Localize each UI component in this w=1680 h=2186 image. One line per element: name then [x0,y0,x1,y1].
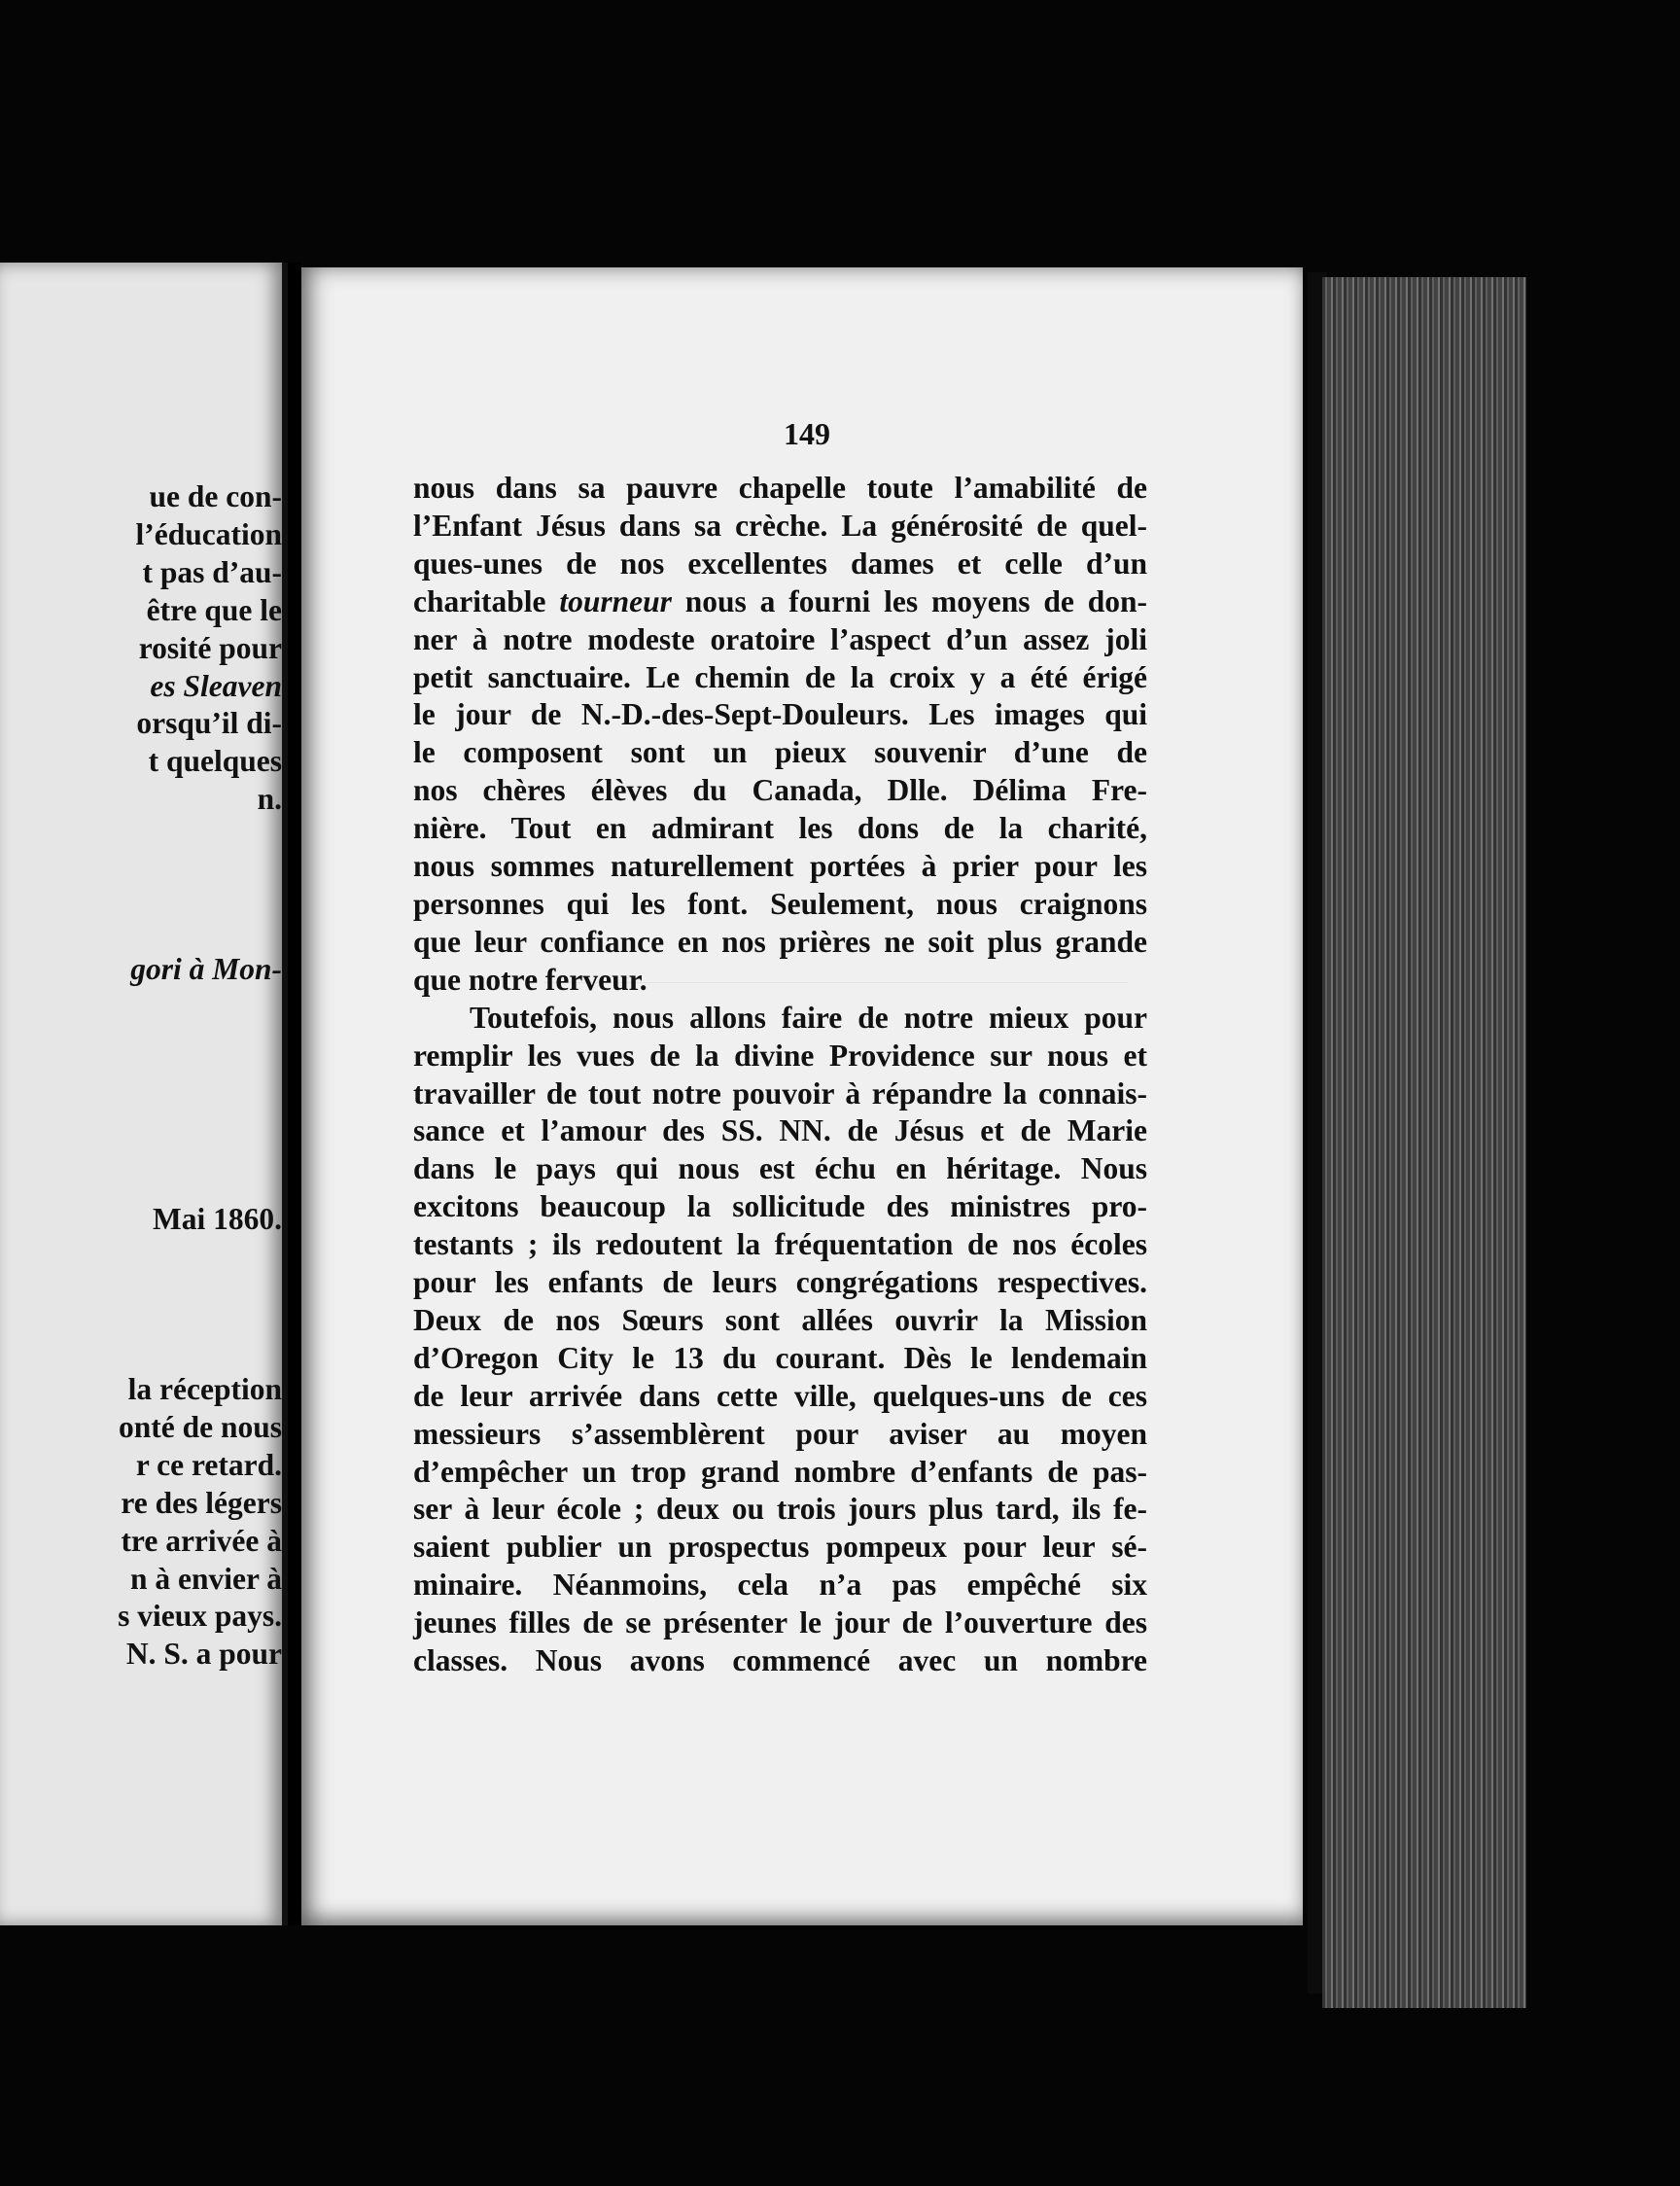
text-line: nous sommes naturellement portées à prier pour les [413,849,1147,884]
text-line: l’Enfant Jésus dans sa crèche. La générosité de quel- [413,508,1147,543]
text-line: gori à Mon- [130,952,282,987]
text-line: re des légers [121,1485,282,1520]
text-line: dans le pays qui nous est échu en héritage. Nous [413,1151,1147,1186]
text-line [413,583,1147,621]
text-line: ner à notre modeste oratoire l’aspect d’un assez joli [413,621,1147,656]
text-line: r ce retard. [135,1447,282,1482]
text-line: l’éducation [135,516,282,551]
text-line: tre arrivée à [121,1523,282,1558]
text-line: nos chères élèves du Canada, Dlle. Délima Fre- [413,773,1147,808]
spacer [0,819,282,951]
text-line: Toutefois, nous allons faire de notre mieux pour [470,1000,1147,1035]
text-line: classes. Nous avons commencé avec un nombre [413,1643,1147,1678]
text-line: nous dans sa pauvre chapelle toute l’amabilité de [413,471,1147,505]
text-line: t quelques [148,744,282,779]
signature-date: Mai 1860. [153,1202,282,1237]
right-page-text [413,470,1147,1680]
text-line: personnes qui les font. Seulement, nous craignons [413,886,1147,921]
text-line: s vieux pays. [118,1599,282,1634]
text-line: d’Oregon City le 13 du courant. Dès le lendemain [413,1340,1147,1375]
text-line: la réception [127,1371,282,1406]
text-line: minaire. Néanmoins, cela n’a pas empêché six [413,1568,1147,1603]
text-line: n à envier à [129,1561,282,1596]
text-line: pour les enfants de leurs congrégations respectives. [413,1265,1147,1300]
text-line: le jour de N.-D.-des-Sept-Douleurs. Les images qui [413,697,1147,732]
text-line: jeunes filles de se présenter le jour de l’ouverture des [413,1605,1147,1640]
spacer [0,989,282,1069]
book-page-edges [1322,277,1526,2008]
text-line: ser à leur école ; deux ou trois jours plus tard, ils fe- [413,1492,1147,1527]
text-line: d’empêcher un trop grand nombre d’enfants de pas- [413,1454,1147,1489]
text-line: es Sleaven [150,668,282,703]
text-line: ques-unes de nos excellentes dames et celle d’un [413,546,1147,581]
text-line: t pas d’au- [142,554,282,589]
text-line: que leur confiance en nos prières ne soit plus grande [413,924,1147,959]
text-line: être que le [146,592,282,627]
italic-word: tourneur [559,583,672,618]
text-line: onté de nous [118,1409,282,1444]
text-fragment: nous a fourni les moyens de don- [671,583,1147,618]
text-fragment: charitable [413,583,560,618]
text-line: n. [257,782,282,817]
text-line: le composent sont un pieux souvenir d’une de [413,735,1147,770]
text-line: nière. Tout en admirant les dons de la charité, [413,811,1147,846]
text-line: N. S. a pour [125,1637,282,1672]
text-line: que notre ferveur. [413,962,648,997]
text-line: remplir les vues de la divine Providence sur nous et [413,1038,1147,1073]
text-line: orsqu’il di- [136,706,282,741]
text-line: excitons beaucoup la sollicitude des ministres pro- [413,1189,1147,1224]
text-line: saient publier un prospectus pompeux pour leur sé- [413,1530,1147,1565]
text-line: de leur arrivée dans cette ville, quelques-uns de ces [413,1378,1147,1413]
text-line: rosité pour [138,630,282,665]
text-line: testants ; ils redoutent la fréquentation de nos écoles [413,1227,1147,1262]
spacer [0,1069,282,1201]
text-line: messieurs s’assemblèrent pour aviser au moyen [413,1416,1147,1451]
spacer [0,1239,282,1371]
text-line: travailler de tout notre pouvoir à répandre la connais- [413,1075,1147,1111]
text-line: sance et l’amour des SS. NN. de Jésus et de Marie [413,1113,1147,1148]
page-number: 149 [784,416,830,451]
text-line: petit sanctuaire. Le chemin de la croix y a été érigé [413,659,1147,694]
left-page-text [0,478,282,1674]
text-line: Deux de nos Sœurs sont allées ouvrir la Mission [413,1302,1147,1337]
text-line: ue de con- [149,479,282,513]
